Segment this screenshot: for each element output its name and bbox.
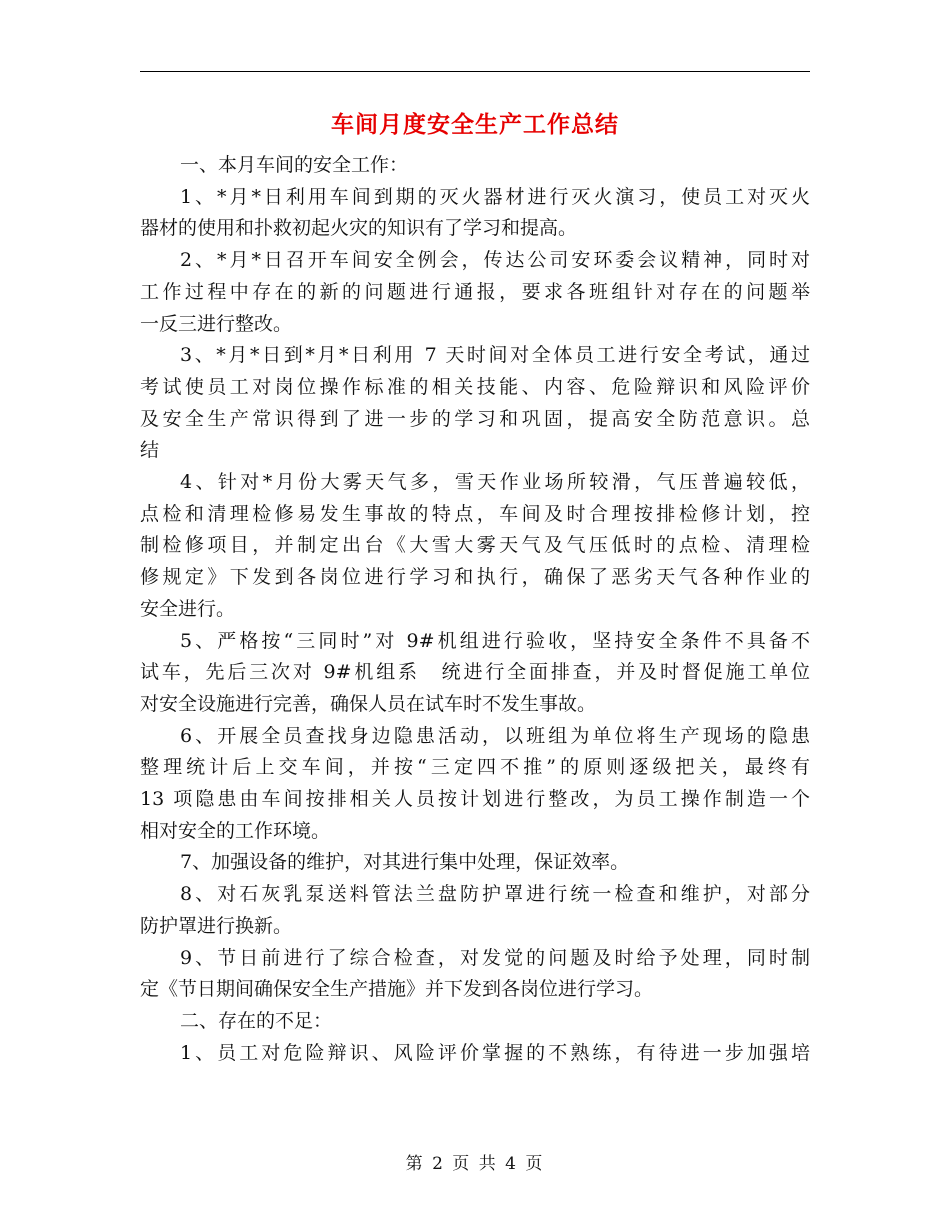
safety-work-items	[140, 182, 810, 1006]
section-heading-deficiencies: 二、存在的不足：	[180, 1009, 333, 1032]
paragraph-line: 9、节日前进行了综合检查，对发觉的问题及时给予处理，同时制	[180, 946, 810, 969]
paragraph-line: 安全进行。	[140, 597, 236, 620]
document-title: 车间月度安全生产工作总结	[331, 111, 619, 138]
paragraph-line: 结	[140, 439, 160, 462]
paragraph-line: 防护罩进行换新。	[140, 914, 293, 937]
safety-work-item-1	[140, 182, 810, 245]
paragraph-line: 7、加强设备的维护，对其进行集中处理，保证效率。	[180, 851, 630, 874]
paragraph-line: 一反三进行整改。	[140, 312, 293, 335]
paragraph-line: 考试使员工对岗位操作标准的相关技能、内容、危险辩识和风险评价	[140, 375, 810, 398]
paragraph-line: 器材的使用和扑救初起火灾的知识有了学习和提高。	[140, 217, 578, 240]
safety-work-item-6	[140, 721, 810, 848]
paragraph-line: 4、针对*月份大雾天气多，雪天作业场所较滑，气压普遍较低，	[180, 471, 810, 494]
paragraph-line: 定《节日期间确保安全生产措施》并下发到各岗位进行学习。	[140, 978, 654, 1001]
safety-work-item-7	[140, 847, 810, 879]
page-number: 第 2 页 共 4 页	[405, 1154, 545, 1174]
section-heading-safety-work: 一、本月车间的安全工作：	[180, 154, 409, 176]
paragraph-line: 点检和清理检修易发生事故的特点，车间及时合理按排检修计划，控	[140, 502, 810, 525]
paragraph-line: 6、开展全员查找身边隐患活动，以班组为单位将生产现场的隐患	[180, 724, 810, 747]
paragraph-line: 相对安全的工作环境。	[140, 819, 331, 842]
paragraph-line: 8、对石灰乳泵送料管法兰盘防护罩进行统一检查和维护，对部分	[180, 883, 810, 906]
header-rule	[140, 71, 810, 72]
paragraph-line: 3、*月*日到*月*日利用 7 天时间对全体员工进行安全考试，通过	[180, 344, 810, 367]
paragraph-line: 2、*月*日召开车间安全例会，传达公司安环委会议精神，同时对	[180, 249, 810, 272]
paragraph-line: 修规定》下发到各岗位进行学习和执行，确保了恶劣天气各种作业的	[140, 566, 810, 589]
paragraph-line: 整理统计后上交车间，并按“三定四不推”的原则逐级把关，最终有	[140, 756, 810, 779]
paragraph-line: 工作过程中存在的新的问题进行通报，要求各班组针对存在的问题举	[140, 280, 810, 303]
paragraph-line: 及安全生产常识得到了进一步的学习和巩固，提高安全防范意识。总	[140, 407, 810, 430]
safety-work-item-2	[140, 245, 810, 340]
safety-work-item-8	[140, 879, 810, 942]
safety-work-item-3	[140, 340, 810, 467]
paragraph-line: 对安全设施进行完善，确保人员在试车时不发生事故。	[140, 692, 597, 715]
paragraph-line: 13 项隐患由车间按排相关人员按计划进行整改，为员工操作制造一个	[140, 788, 810, 811]
deficiency-item-1	[140, 1038, 810, 1070]
paragraph-line: 1、*月*日利用车间到期的灭火器材进行灭火演习，使员工对灭火	[180, 185, 810, 208]
deficiency-items	[140, 1038, 810, 1070]
paragraph-line: 1、员工对危险辩识、风险评价掌握的不熟练，有待进一步加强培	[180, 1041, 810, 1064]
safety-work-item-4	[140, 467, 810, 626]
paragraph-line: 制检修项目，并制定出台《大雪大雾天气及气压低时的点检、清理检	[140, 534, 810, 557]
paragraph-line: 试车，先后三次对 9#机组系 统进行全面排查，并及时督促施工单位	[140, 661, 810, 684]
paragraph-line: 5、严格按“三同时”对 9#机组进行验收，坚持安全条件不具备不	[180, 629, 810, 652]
document-body	[140, 150, 810, 1069]
safety-work-item-5	[140, 626, 810, 721]
safety-work-item-9	[140, 943, 810, 1006]
